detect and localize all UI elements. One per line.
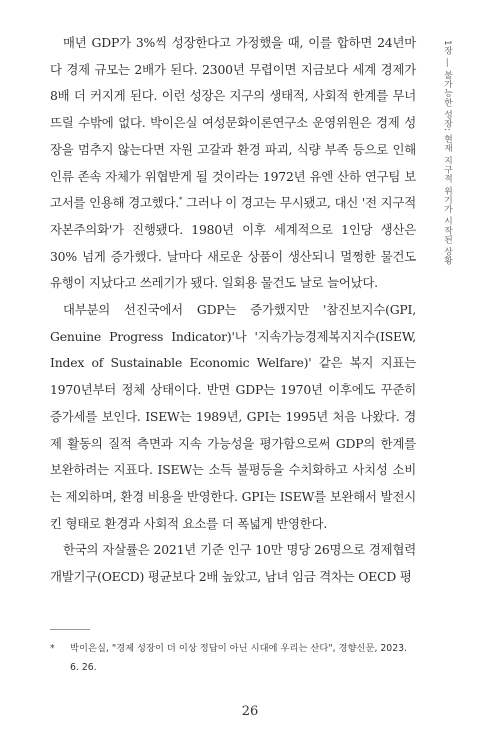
footnote-text: 박이은실, "경제 성장이 더 이상 정답이 아닌 시대에 우리는 산다", 경향신문, 2023. 6. 26. bbox=[70, 643, 407, 673]
paragraph-1-text-a: 매년 GDP가 3%씩 성장한다고 가정했을 때, 이를 합하면 24년마다 경제 규모는 2배가 된다. 2300년 무렵이면 지금보다 세계 경제가 8배 더 커지게 된다. 이런 성장은 지구의 생태적, 사회적 한계를 무너뜨릴 수밖에 없다. 박이은실 여성문화이론연구소 운영위원은 경제 성장을 멈추지 않는다면 자원 고갈과 환경 파괴, 식량 부족 등으로 인해 인류 존속 자체가 위협받게 될 것이라는 1972년 유엔 산하 연구팀 보고서를 인용해 경고했다. bbox=[50, 35, 416, 211]
paragraph-3: 한국의 자살률은 2021년 기준 인구 10만 명당 26명으로 경제협력개발기구(OECD) 평균보다 2배 높았고, 남녀 임금 격차는 OECD 평 bbox=[50, 542, 416, 585]
paragraph-2: 대부분의 선진국에서 GDP는 증가했지만 '참진보지수(GPI, Genuine Progress Indicator)'나 '지속가능경제복지지수(ISEW, Index of Sustainable Economic Welfare)' 같은 복지 지표는 1970년부터 정체 상태이다. 반면 GDP는 1970년 이후에도 꾸준히 증가세를 보인다. ISEW는 1989년, GPI는 1995년 처음 나왔다. 경제 활동의 질적 측면과 지속 가능성을 평가함으로써 GDP의 한계를 보완하려는 지표다. ISEW는 소득 불평등을 수치화하고 사치성 소비는 제외하며, 환경 비용을 반영한다. GPI는 ISEW를 보완해서 발전시킨 형태로 환경과 사회적 요소를 더 폭넓게 반영한다. bbox=[50, 302, 416, 531]
footnote-reference: * bbox=[179, 196, 183, 205]
page-number: 26 bbox=[241, 704, 259, 719]
footnote bbox=[50, 639, 416, 677]
running-head: 1장 ― 불가능한 성장: 현재 지구적 위기가 시작된 상황 bbox=[442, 40, 452, 266]
paragraph-1 bbox=[50, 30, 416, 297]
footnote-marker: * bbox=[50, 643, 55, 654]
footnote-divider bbox=[50, 629, 90, 630]
paragraph-1-text-b: 그러나 이 경고는 무시됐고, 대신 '전 지구적 자본주의화'가 진행됐다. 1980년 이후 세계적으로 1인당 생산은 30% 넘게 증가했다. 날마다 새로운 상품이 생산되니 멀쩡한 물건도 유행이 지났다고 쓰레기가 됐다. 일회용 물건도 날로 늘어났다. bbox=[50, 195, 416, 291]
body-text bbox=[50, 30, 416, 591]
